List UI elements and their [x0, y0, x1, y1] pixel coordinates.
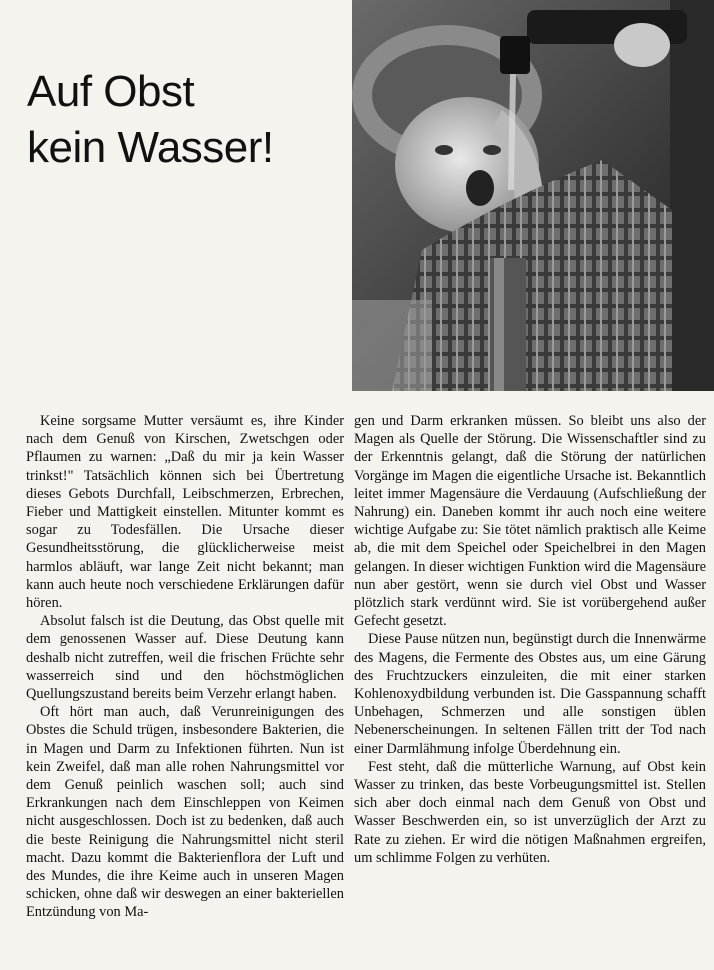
headline-line-1: Auf Obst — [27, 67, 195, 116]
girl-drinking-from-tap-photo — [352, 0, 714, 391]
paragraph: gen und Darm erkranken müssen. So bleibt uns also der Magen als Quelle der Störung. Die Wissenschaftler sind zu der Erkenntnis gelangt, daß die Störung der natürlichen Vorgänge im Magen die eigentliche Ursache ist. Bekanntlich leitet immer Magensäure die Verdauung (Aufschließung der Nahrung) ein. Daneben kommt ihr auch noch eine weitere wichtige Aufgabe zu: Sie tötet nämlich praktisch alle Keime ab, die mit dem Speichel oder Speichelbrei in den Magen gelangen. In dieser wichtigen Funktion wird die Magensäure nun aber gestört, wenn sie durch viel Obst und Wasser plötzlich stark verdünnt wird. Sie ist vorübergehend außer Gefecht gesetzt. — [354, 413, 706, 630]
paragraph: Diese Pause nützen nun, begünstigt durch die Innenwärme des Magens, die Fermente des Obstes aus, um eine Gärung des Fruchtzuckers einzuleiten, die mit einer starken Kohlenoxydbildung verbunden ist. Die Gasspannung schafft Unbehagen, Schmerzen und alle sonstigen üblen Nebenerscheinungen. In seltenen Fällen tritt der Tod nach einer Darmlähmung infolge Überdehnung ein. — [354, 631, 706, 757]
headline-line-2: kein Wasser! — [27, 123, 274, 172]
paragraph: Fest steht, daß die mütterliche Warnung, auf Obst kein Wasser zu trinken, das beste Vorbeugungsmittel ist. Stellen sich aber doch einmal nach dem Genuß von Obst und Wasser Beschwerden ein, so ist unverzüglich der Arzt zu Rate zu ziehen. Er wird die nötigen Maßnahmen ergreifen, um schlimme Folgen zu verhüten. — [354, 758, 706, 866]
paragraph: Oft hört man auch, daß Verunreinigungen des Obstes die Schuld trügen, insbesondere Bakterien, die in Magen und Darm zu Infektionen führten. Nun ist kein Zweifel, daß man alle rohen Nahrungsmittel vor dem Genuß peinlich waschen soll; auch sind Erkrankungen nach dem Einschleppen von Keimen nicht ausgeschlossen. Doch ist zu bedenken, daß auch die beste Reinigung die Nahrungsmittel nicht steril macht. Dazu kommt die Bakterienflora der Luft und des Mundes, die ihre Keime auch in unseren Magen schicken, ohne daß wir deswegen an einer bakteriellen Entzündung von Ma- — [26, 704, 344, 921]
paragraph: Absolut falsch ist die Deutung, das Obst quelle mit dem genossenen Wasser auf. Diese Deutung kann deshalb nicht zutreffen, weil die frischen Früchte sehr wasserreich sind und den höchstmöglichen Quellungszustand bereits beim Verzehr erlangt haben. — [26, 613, 344, 703]
article-column-left — [26, 412, 344, 922]
article-headline — [27, 64, 347, 176]
paragraph: Keine sorgsame Mutter versäumt es, ihre Kinder nach dem Genuß von Kirschen, Zwetschgen oder Pflaumen zu warnen: „Daß du mir ja kein Wasser trinkst!" Tatsächlich können sich bei Übertretung dieses Gebots Durchfall, Leibschmerzen, Erbrechen, Fieber und Mattigkeit einstellen. Mitunter kommt es sogar zu Todesfällen. Die Ursache dieser Gesundheitsstörung, die glücklicherweise meist harmlos abläuft, war lange Zeit nicht bekannt; man kann auch heute noch verschiedene Erklärungen dafür hören. — [26, 413, 344, 612]
article-column-right — [354, 412, 706, 867]
